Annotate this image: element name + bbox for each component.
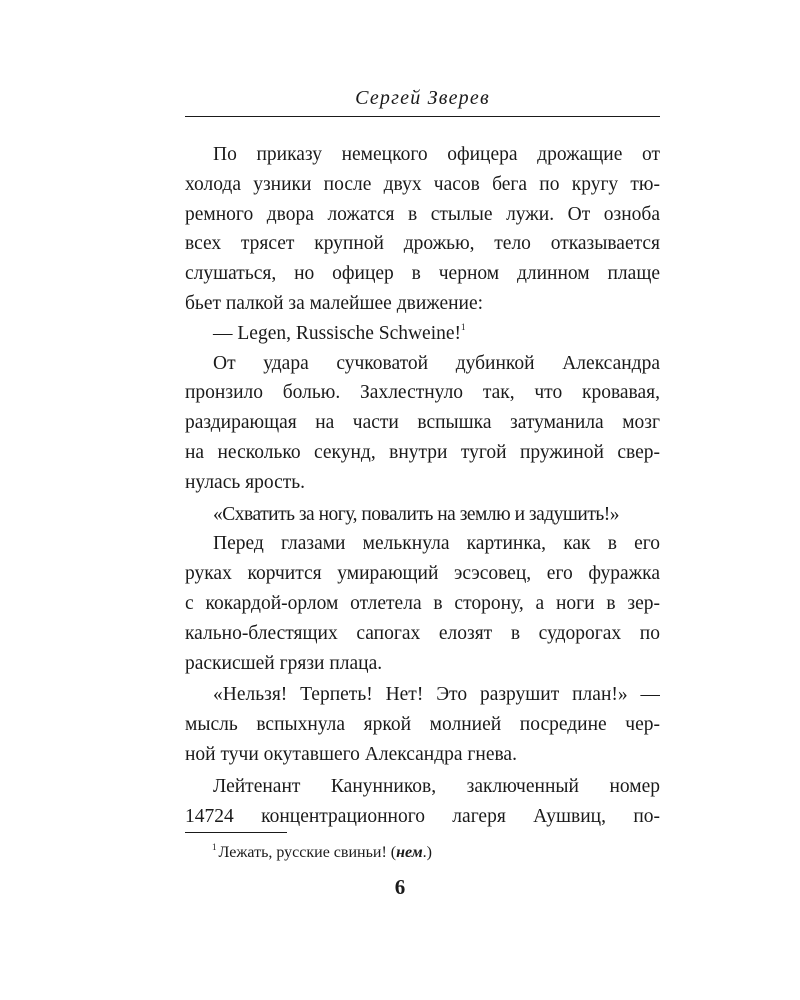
text-line: бьет палкой за малейшее движение: [185, 292, 484, 314]
text-line: пронзило болью. Захлестнуло так, что кровавая, [185, 382, 660, 404]
text-line: раскисшей грязи плаца. [185, 652, 383, 674]
header-author-name: Сергей Зверев [355, 87, 490, 109]
footnote [212, 842, 432, 864]
text-line: кально-блестящих сапогах елозят в судорогах по [185, 622, 660, 644]
main-text [185, 140, 660, 831]
footnote-language: нем [396, 844, 423, 861]
text-line: с кокардой-орлом отлетела в сторону, а ноги в зер- [185, 592, 660, 614]
text-line: 14724 концентрационного лагеря Аушвиц, по- [185, 805, 660, 827]
text-line: холода узники после двух часов бега по кругу тю- [185, 173, 660, 195]
text-line: нулась ярость. [185, 471, 306, 493]
text-line: руках корчится умирающий эсэсовец, его фуражка [185, 563, 660, 585]
footnote-divider [185, 832, 287, 833]
text-line: «Схватить за ногу, повалить на землю и задушить!» [213, 503, 620, 525]
footnote-text: Лежать, русские свиньи! ( [218, 844, 397, 861]
footnote-mark: 1 [212, 842, 217, 852]
text-line: Лейтенант Канунников, заключенный номер [213, 775, 660, 797]
text-line: мысль вспыхнула яркой молнией посредине чер- [185, 714, 660, 736]
text-line: От удара сучковатой дубинкой Александра [213, 352, 660, 374]
text-line: Перед глазами мелькнула картинка, как в его [213, 533, 660, 555]
text-line: По приказу немецкого офицера дрожащие от [213, 144, 660, 165]
text-line: ной тучи окутавшего Александра гнева. [185, 743, 517, 765]
page-number: 6 [394, 875, 406, 899]
speech-line [185, 319, 660, 349]
text-line: слушаться, но офицер в черном длинном плаще [185, 263, 660, 285]
text-line: раздирающая на части вспышка затуманила мозг [185, 412, 660, 434]
text-line: «Нельзя! Терпеть! Нет! Это разрушит план!» — [213, 684, 660, 706]
text-line: на несколько секунд, внутри тугой пружиной свер- [185, 441, 660, 463]
text-line: всех трясет крупной дрожью, тело отказывается [185, 233, 660, 255]
footnote-close: .) [422, 844, 432, 861]
speech-text: — Legen, Russische Schweine! [213, 322, 462, 344]
text-line: ремного двора ложатся в стылые лужи. От озноба [185, 203, 660, 225]
running-header [185, 84, 660, 117]
footnote-reference: 1 [461, 321, 466, 332]
